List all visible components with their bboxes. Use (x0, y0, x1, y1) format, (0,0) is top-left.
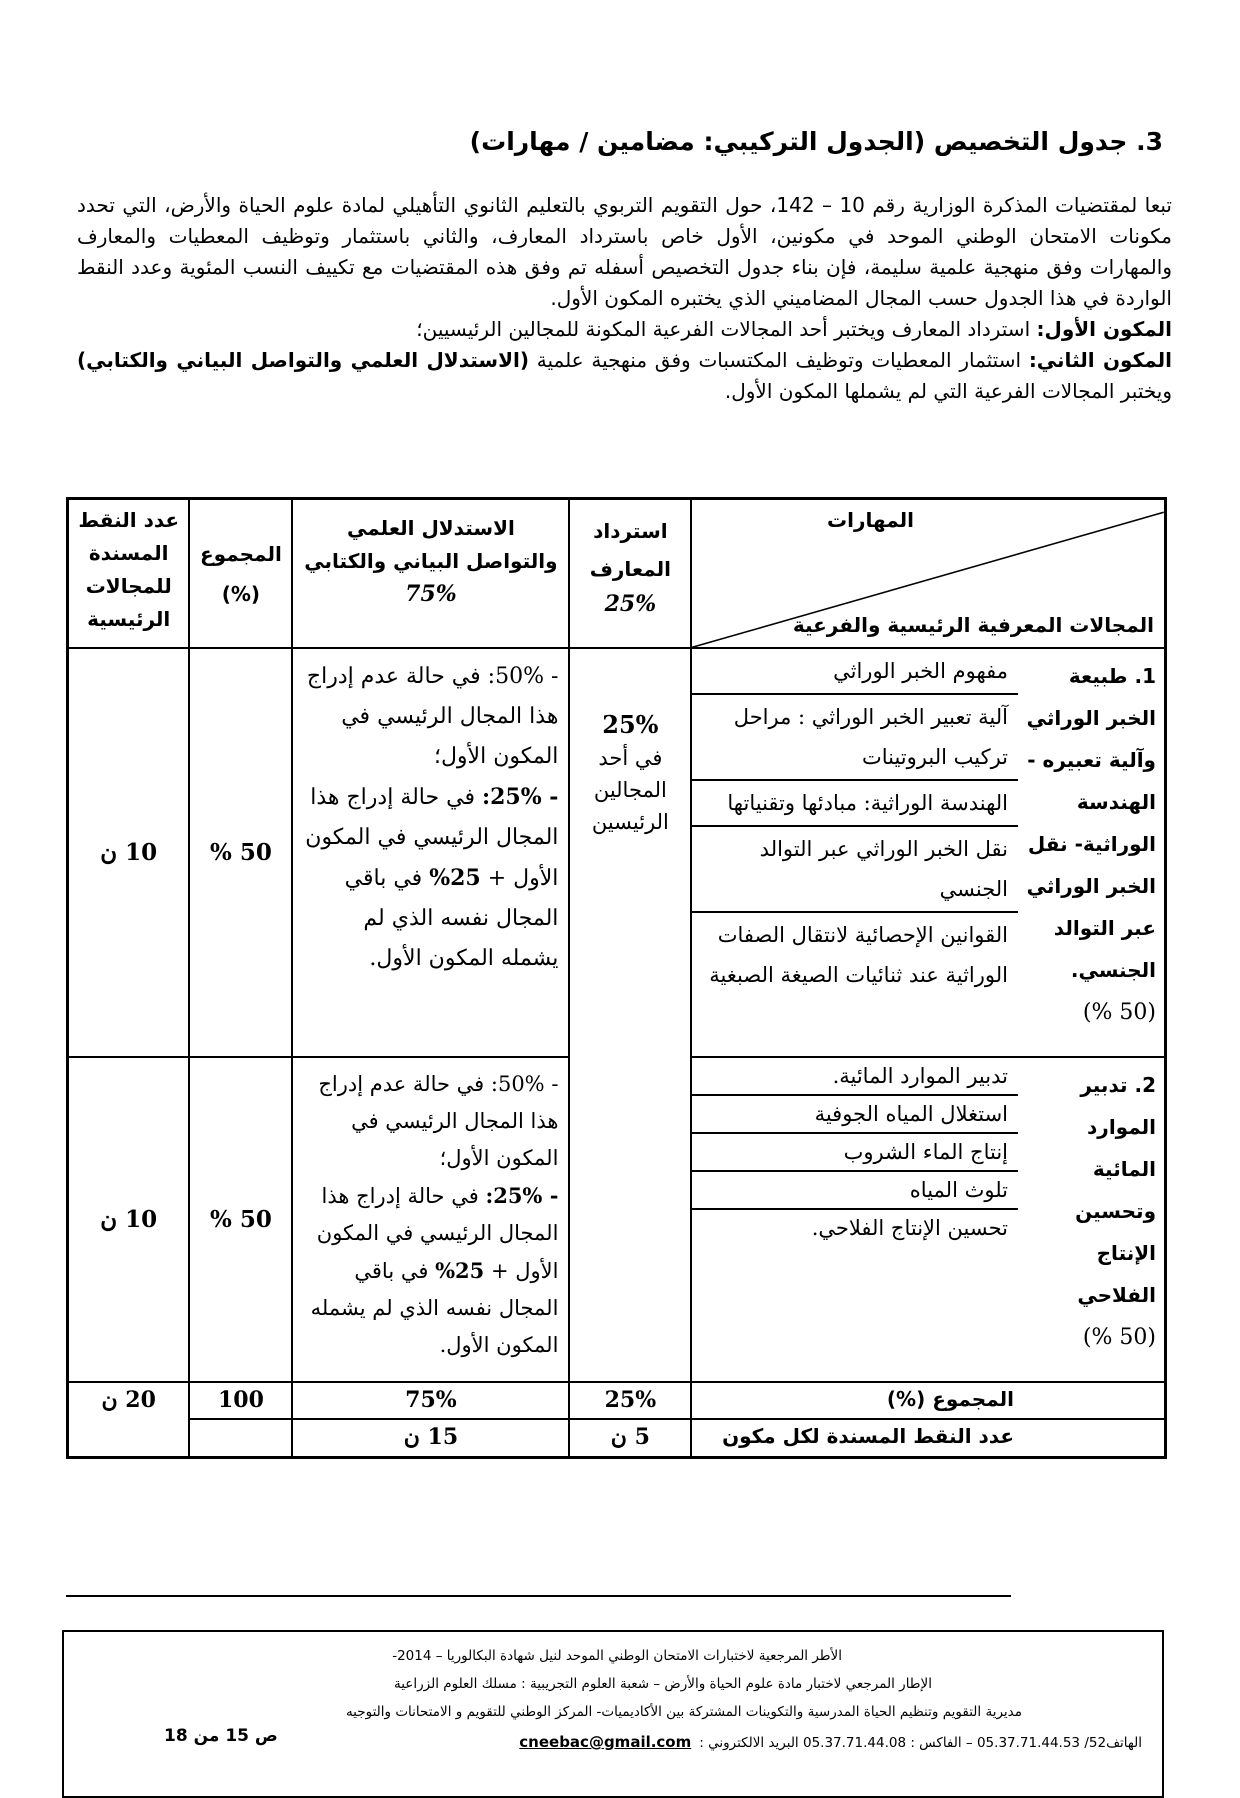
totals-total-sum: 100 (189, 1382, 292, 1419)
domain-2-pct: (50 %) (1082, 1325, 1156, 1351)
totals-reasoning-sum: 75% (292, 1382, 569, 1419)
footer-line-3: مديرية التقويم وتنظيم الحياة المدرسية والتكوينات المشتركة بين الأكاديميات- المركز الوطني للتقويم و الامتحانات والتوجيه (345, 1704, 1022, 1720)
reasoning-b-pct: - 25%: (485, 1183, 559, 1209)
totals-reasoning-points: 15 ن (292, 1419, 569, 1457)
subdomain-item: تلوث المياه (692, 1172, 1018, 1210)
totals-empty (189, 1419, 292, 1457)
component-1-label: المكون الأول: (1036, 317, 1172, 341)
reasoning-a-text: في حالة عدم إدراج هذا المجال الرئيسي في المكون الأول؛ (306, 664, 559, 770)
domain-2-sum: 50 % (189, 1057, 292, 1382)
reasoning-b-text: في حالة إدراج هذا المجال الرئيسي في المكون الأول + (305, 785, 559, 892)
component-1 (77, 314, 1172, 345)
totals-recall-points: 5 ن (569, 1419, 691, 1457)
domain-1-subdomains (692, 649, 1018, 1056)
header-domains: المجالات المعرفية الرئيسية والفرعية (792, 613, 1154, 638)
component-1-text: استرداد المعارف ويختبر أحد المجالات الفرعية المكونة للمجالين الرئيسيين؛ (416, 317, 1037, 341)
header-sum: المجموع (%) (189, 499, 292, 649)
totals-points-label: عدد النقط المسندة لكل مكون (691, 1419, 1165, 1457)
domain-1-name (1018, 649, 1164, 1056)
header-reasoning (292, 499, 569, 649)
subdomain-item: استغلال المياه الجوفية (692, 1096, 1018, 1134)
subdomain-item: آلية تعبير الخبر الوراثي : مراحل تركيب البروتينات (692, 695, 1018, 781)
domain-1-points: 10 ن (68, 648, 190, 1057)
header-skills-domains (691, 499, 1165, 649)
header-recall-pct: 25% (604, 591, 657, 617)
intro-paragraph: تبعا لمقتضيات المذكرة الوزارية رقم 10 – 142، حول التقويم التربوي بالتعليم الثانوي التأهيلي لمادة علوم الحياة والأرض، التي تحدد مكونات الامتحان الوطني الموحد في مكونين، الأول خاص باسترداد المعارف، والثاني باستثمار وتوظيف المعطيات والمعارف والمهارات وفق منهجية علمية سليمة، فإن بناء جدول التخصيص أسفله تم وفق هذه المقتضيات مع تكييف النسب المئوية وعدد النقط الواردة في هذا الجدول حسب المجال المضاميني الذي يختبره المكون الأول. (77, 193, 1172, 310)
footer-line-1: الأطر المرجعية لاختبارات الامتحان الوطني الموحد لنيل شهادة البكالوريا – 2014- (392, 1648, 842, 1664)
reasoning-b-end: في باقي المجال نفسه الذي لم يشمله المكون الأول. (310, 1259, 559, 1358)
page-number: ص 15 من 18 (164, 1726, 278, 1746)
divider (66, 1595, 1011, 1597)
totals-points-row (68, 1419, 1166, 1457)
subdomain-item: نقل الخبر الوراثي عبر التوالد الجنسي (692, 827, 1018, 913)
table-header-row (68, 499, 1166, 649)
header-recall (569, 499, 691, 649)
reasoning-a-text: في حالة عدم إدراج هذا المجال الرئيسي في المكون الأول؛ (318, 1072, 559, 1171)
reasoning-b-end: في باقي المجال نفسه الذي لم يشمله المكون الأول. (344, 866, 559, 972)
reasoning-a-pct: - 50%: (487, 664, 559, 690)
totals-total-points: 20 ن (68, 1382, 190, 1457)
domain-2-name (1018, 1058, 1164, 1381)
reasoning-b-pct2: 25% (435, 1258, 485, 1284)
intro-text (77, 190, 1172, 407)
domain-1-reasoning (292, 648, 569, 1057)
subdomain-item: مفهوم الخبر الوراثي (692, 649, 1018, 695)
component-2-label: المكون الثاني: (1028, 348, 1172, 372)
header-reasoning-pct: 75% (405, 581, 457, 607)
section-title: 3. جدول التخصيص (الجدول التركيبي: مضامين / مهارات) (469, 127, 1163, 156)
reasoning-b-text: في حالة إدراج هذا المجال الرئيسي في المكون الأول + (316, 1184, 559, 1284)
domain-2-points: 10 ن (68, 1057, 190, 1382)
subdomain-item: إنتاج الماء الشروب (692, 1134, 1018, 1172)
header-recall-label: استرداد المعارف (589, 519, 672, 581)
header-reasoning-label: الاستدلال العلمي والتواصل البياني والكتابي (304, 516, 558, 573)
footer-contact-text: الهاتف52/ 05.37.71.44.53 – الفاكس : 05.37.71.44.08 البريد الالكتروني : (699, 1735, 1142, 1751)
component-2-end: ويختبر المجالات الفرعية التي لم يشملها المكون الأول. (724, 379, 1172, 403)
domain-2-subdomains (692, 1058, 1018, 1381)
reasoning-a-pct: - 50%: (490, 1072, 559, 1097)
subdomain-item: القوانين الإحصائية لانتقال الصفات الوراثية عند ثنائيات الصيغة الصبغية (709, 923, 1008, 988)
domain-1-title: 1. طبيعة الخبر الوراثي وآلية تعبيره - الهندسة الوراثية- نقل الخبر الوراثي عبر التوالد الجنسي. (1026, 664, 1156, 983)
footer-line-2: الإطار المرجعي لاختبار مادة علوم الحياة والأرض – شعبة العلوم التجريبية : مسلك العلوم الزراعية (394, 1676, 932, 1692)
domain-1-row (68, 648, 1166, 1057)
domain-1-cell (691, 648, 1165, 1057)
subdomain-item: تحسين الإنتاج الفلاحي. (811, 1216, 1008, 1241)
footer-contact (511, 1733, 1142, 1751)
domain-2-reasoning (292, 1057, 569, 1382)
domain-2-title: 2. تدبير الموارد المائية وتحسين الإنتاج الفلاحي (1075, 1073, 1156, 1308)
subdomain-item: تدبير الموارد المائية. (692, 1058, 1018, 1096)
recall-cell-text: في أحد المجالين الرئيسين (591, 746, 669, 835)
domain-1-pct: (50 %) (1082, 1000, 1156, 1026)
component-2-text: استثمار المعطيات وتوظيف المكتسبات وفق منهجية علمية (528, 348, 1029, 372)
domain-2-cell (691, 1057, 1165, 1382)
totals-recall-sum: 25% (569, 1382, 691, 1419)
domain-1-sum: 50 % (189, 648, 292, 1057)
footer-email-link[interactable]: cneebac@gmail.com (519, 1733, 692, 1751)
footer-box (62, 1630, 1164, 1798)
header-points: عدد النقط المسندة للمجالات الرئيسية (68, 499, 190, 649)
component-2 (77, 345, 1172, 407)
allocation-table (66, 497, 1167, 1459)
totals-sum-label: المجموع (%) (691, 1382, 1165, 1419)
totals-percent-row (68, 1382, 1166, 1419)
recall-cell-pct: 25% (602, 710, 659, 740)
header-skills: المهارات (827, 508, 914, 532)
recall-cell (569, 648, 691, 1382)
reasoning-b-pct2: 25% (429, 865, 481, 892)
component-2-bold: (الاستدلال العلمي والتواصل البياني والكتابي) (77, 348, 529, 372)
subdomain-item: الهندسة الوراثية: مبادئها وتقنياتها (692, 781, 1018, 827)
reasoning-b-pct: - 25%: (481, 784, 559, 811)
